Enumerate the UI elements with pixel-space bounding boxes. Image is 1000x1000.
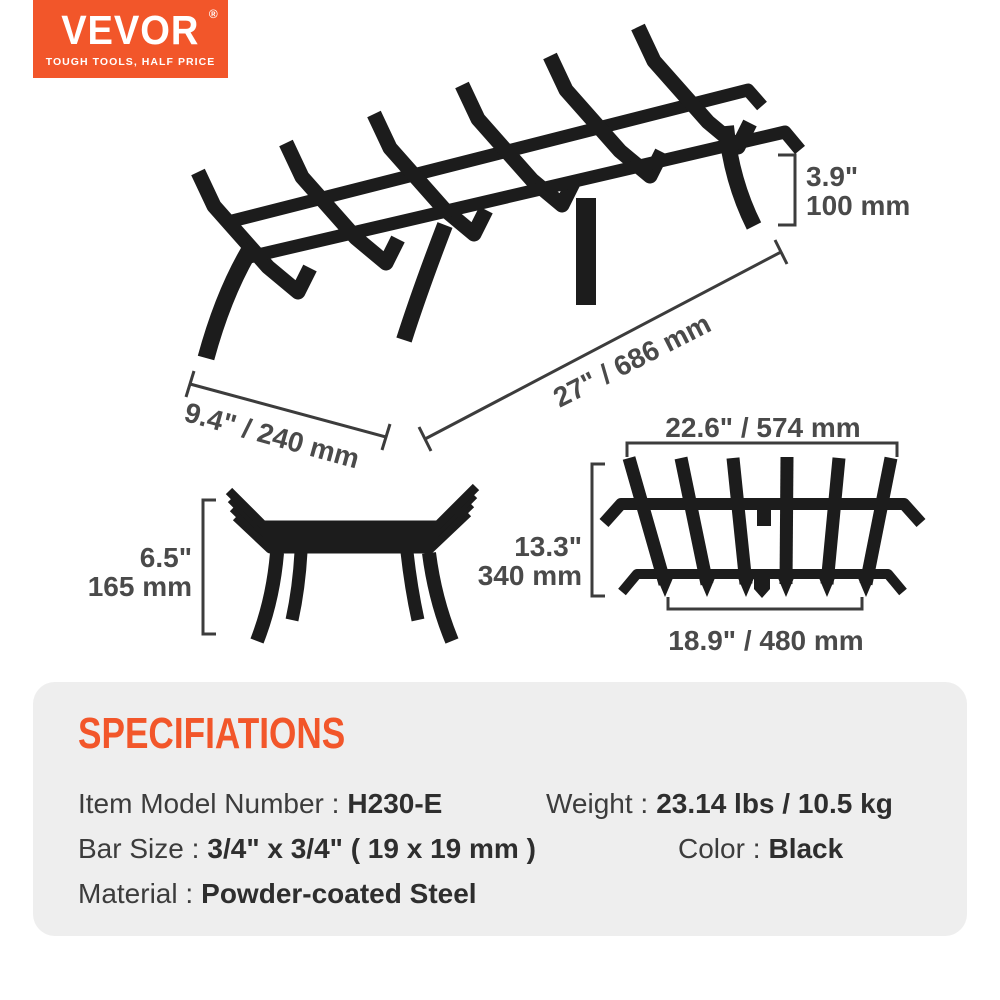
spec-label-weight: Weight : — [546, 788, 649, 819]
spec-label-barsize: Bar Size : — [78, 833, 200, 864]
dim-label-length: 27" / 686 mm — [548, 307, 716, 414]
spec-label-material: Material : — [78, 878, 194, 909]
dim-label-leg-height — [806, 162, 910, 220]
spec-value-model: H230-E — [347, 788, 443, 819]
dim-front-height-mm: 340 mm — [477, 560, 582, 591]
spec-value-barsize: 3/4" x 3/4" ( 19 x 19 mm ) — [207, 833, 536, 864]
brand-tagline: TOUGH TOOLS, HALF PRICE — [45, 56, 216, 68]
dim-leg-height-inch: 3.9" — [806, 161, 859, 192]
spec-row-material — [78, 878, 477, 910]
spec-value-color: Black — [768, 833, 844, 864]
grate-front-view — [604, 457, 921, 598]
dim-side-height-inch: 6.5" — [139, 542, 192, 573]
spec-row-color — [678, 833, 843, 865]
spec-label-color: Color : — [678, 833, 761, 864]
registered-mark: ® — [208, 7, 218, 21]
spec-label-model: Item Model Number : — [78, 788, 340, 819]
dim-label-front-height — [430, 532, 582, 590]
spec-row-barsize — [78, 833, 536, 865]
vevor-logo — [33, 0, 228, 78]
spec-value-weight: 23.14 lbs / 10.5 kg — [656, 788, 893, 819]
brand-name: VEVOR — [61, 7, 200, 53]
spec-value-material: Powder-coated Steel — [201, 878, 477, 909]
dim-label-front-top-width: 22.6" / 574 mm — [665, 412, 861, 443]
spec-title: SPECIFIATIONS — [78, 709, 346, 758]
dim-leg-height-mm: 100 mm — [806, 190, 911, 221]
dim-front-height-inch: 13.3" — [514, 531, 582, 562]
dim-label-depth: 9.4" / 240 mm — [181, 396, 363, 475]
dim-side-height-mm: 165 mm — [87, 571, 192, 602]
dim-label-front-bottom-width: 18.9" / 480 mm — [668, 625, 864, 656]
dim-label-side-height — [40, 543, 192, 601]
spec-row-model — [78, 788, 442, 820]
spec-row-weight — [546, 788, 893, 820]
